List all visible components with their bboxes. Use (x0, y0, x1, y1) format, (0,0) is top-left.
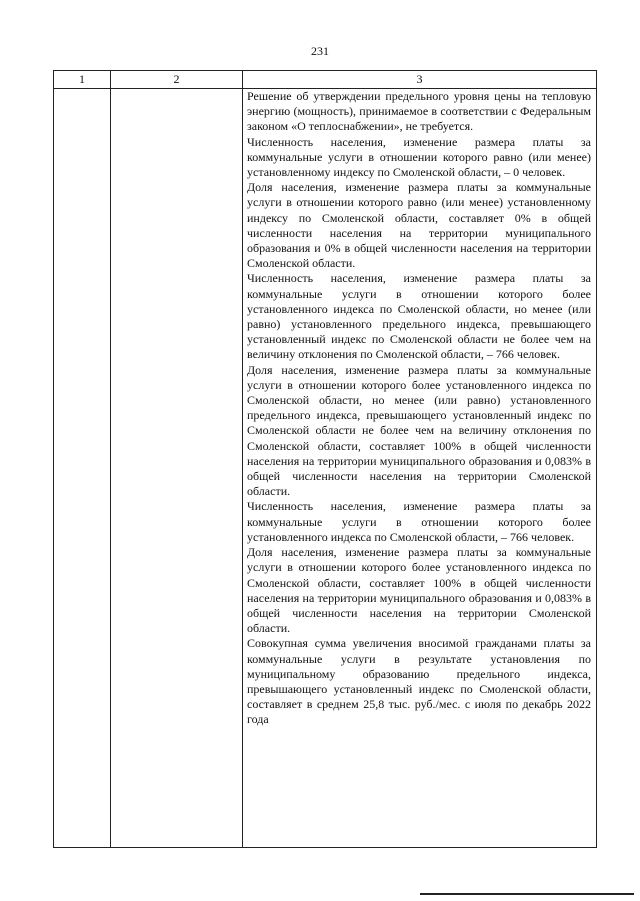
page-number: 231 (311, 44, 329, 58)
paragraph-population-equal-index: Численность населения, изменение размера платы за коммунальные услуги в отношении которого равно (или менее) установленному индексу по Смоленской области, – 0 человек. (247, 134, 591, 180)
cell-column-1 (54, 89, 111, 848)
document-table (53, 70, 597, 848)
paragraph-population-within-deviation: Численность населения, изменение размера платы за коммунальные услуги в отношении которого более установленного индекса по Смоленской области, но менее (или равно) установленного предельного индекса, превышающего установленный индекс по Смоленской области не более чем на величину отклонения по Смоленской области, – 766 человек. (247, 271, 591, 362)
paragraph-population-above-index: Численность населения, изменение размера платы за коммунальные услуги в отношении которого более установленного индекса по Смоленской области, – 766 человек. (247, 499, 591, 544)
paragraph-share-equal-index: Доля населения, изменение размера платы за коммунальные услуги в отношении которого равно (или менее) установленному индексу по Смоленской области, составляет 0% в общей численности населения на территории муниципального образования и 0% в общей численности населения на территории Смоленской области. (247, 180, 591, 271)
bottom-rule-line (420, 893, 634, 895)
paragraph-share-within-deviation: Доля населения, изменение размера платы за коммунальные услуги в отношении которого более установленного индекса по Смоленской области, но менее (или равно) установленного предельного индекса, превышающего установленный индекс по Смоленской области не более чем на величину отклонения по Смоленской области, составляет 100% в общей численности населения на территории муниципального образования и 0,083% в общей численности населения на территории Смоленской области. (247, 362, 591, 499)
table-header-row (54, 71, 597, 89)
cell-column-2 (111, 89, 243, 848)
column-header-3: 3 (243, 71, 597, 89)
column-header-2: 2 (111, 71, 243, 89)
cell-column-3 (243, 89, 597, 848)
column-header-1: 1 (54, 71, 111, 89)
paragraph-share-above-index: Доля населения, изменение размера платы за коммунальные услуги в отношении которого более установленного индекса по Смоленской области, составляет 100% в общей численности населения на территории муниципального образования и 0,083% в общей численности населения на территории Смоленской области. (247, 545, 591, 636)
paragraph-price-decision: Решение об утверждении предельного уровня цены на тепловую энергию (мощность), принимаемое в соответствии с Федеральным законом «О теплоснабжении», не требуется. (247, 89, 591, 134)
paragraph-total-payment-increase: Совокупная сумма увеличения вносимой гражданами платы за коммунальные услуги в результате установления по муниципальному образованию предельного индекса, превышающего установленный индекс по Смоленской области, составляет в среднем 25,8 тыс. руб./мес. с июля по декабрь 2022 года (247, 636, 591, 727)
table-row (54, 89, 597, 848)
